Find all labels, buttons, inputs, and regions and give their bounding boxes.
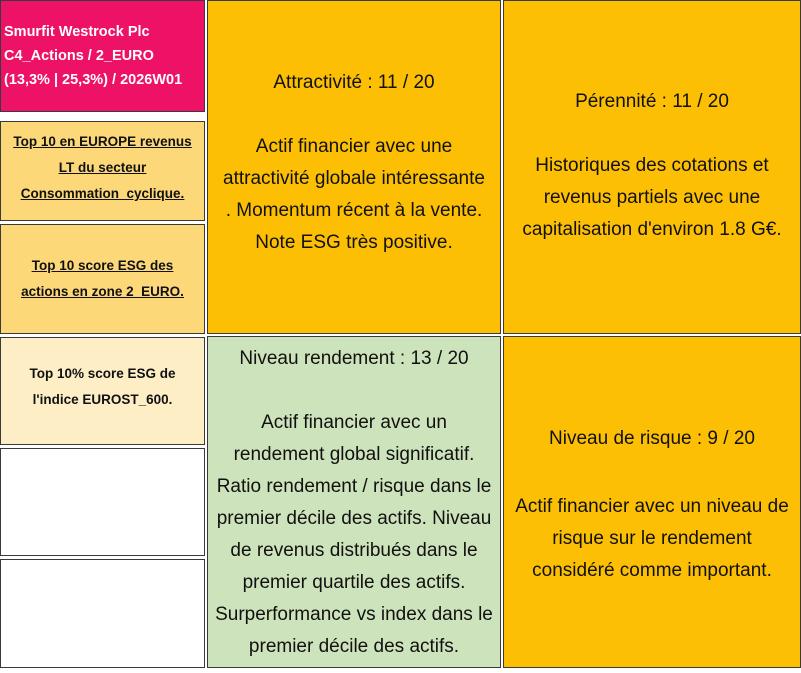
attractivite-title: Attractivité : 11 / 20	[273, 72, 435, 93]
text-line: risque sur le rendement	[552, 528, 752, 549]
asset-period: (13,3% | 25,3%) / 2026W01	[4, 72, 183, 88]
text-line: Note ESG très positive.	[255, 232, 453, 253]
text-line: revenus partiels avec une	[543, 187, 761, 208]
tag-top10pct-esg	[0, 337, 205, 445]
tag-line: Top 10% score ESG de	[29, 366, 176, 381]
text-line: premier quartile des actifs.	[242, 572, 466, 593]
tag-line: Consommation_cyclique.	[20, 186, 185, 201]
text-line: Ratio rendement / risque dans le	[216, 476, 492, 497]
risque-text	[504, 491, 800, 587]
text-line: considéré comme important.	[532, 560, 772, 581]
attractivite-panel	[207, 0, 501, 334]
tag-top10-esg	[0, 224, 205, 334]
attractivite-text	[208, 131, 500, 259]
empty-cell	[0, 559, 205, 668]
text-line: Actif financier avec un	[261, 412, 447, 433]
risque-title: Niveau de risque : 9 / 20	[549, 428, 755, 449]
text-line: . Momentum récent à la vente.	[225, 200, 483, 221]
tag-line: Top 10 score ESG des	[31, 258, 174, 273]
text-line: capitalisation d'environ 1.8 G€.	[522, 219, 782, 240]
asset-header	[0, 0, 205, 112]
empty-cell	[0, 448, 205, 556]
asset-category: C4_Actions / 2_EURO	[4, 48, 154, 64]
asset-name: Smurfit Westrock Plc	[4, 24, 150, 40]
rendement-text	[208, 407, 500, 663]
text-line: Actif financier avec un niveau de	[515, 496, 789, 517]
rendement-title: Niveau rendement : 13 / 20	[239, 348, 469, 369]
text-line: Surperformance vs index dans le	[215, 604, 493, 625]
tag-line: LT du secteur	[58, 160, 147, 175]
text-line: rendement global significatif.	[233, 444, 475, 465]
rendement-panel	[207, 336, 501, 668]
text-line: premier décile des actifs. Niveau	[216, 508, 492, 529]
perennite-title: Pérennité : 11 / 20	[575, 91, 729, 112]
tag-line: actions en zone 2_EURO.	[21, 284, 184, 299]
text-line: attractivité globale intéressante	[223, 168, 485, 189]
perennite-text	[504, 150, 800, 246]
text-line: Actif financier avec une	[255, 136, 453, 157]
text-line: de revenus distribués dans le	[230, 540, 478, 561]
text-line: premier décile des actifs.	[248, 636, 460, 657]
tag-line: l'indice EUROST_600.	[32, 392, 173, 407]
tag-line: Top 10 en EUROPE revenus	[13, 134, 192, 149]
tag-top10-europe	[0, 121, 205, 221]
risque-panel	[503, 336, 801, 668]
text-line: Historiques des cotations et	[535, 155, 769, 176]
perennite-panel	[503, 0, 801, 334]
